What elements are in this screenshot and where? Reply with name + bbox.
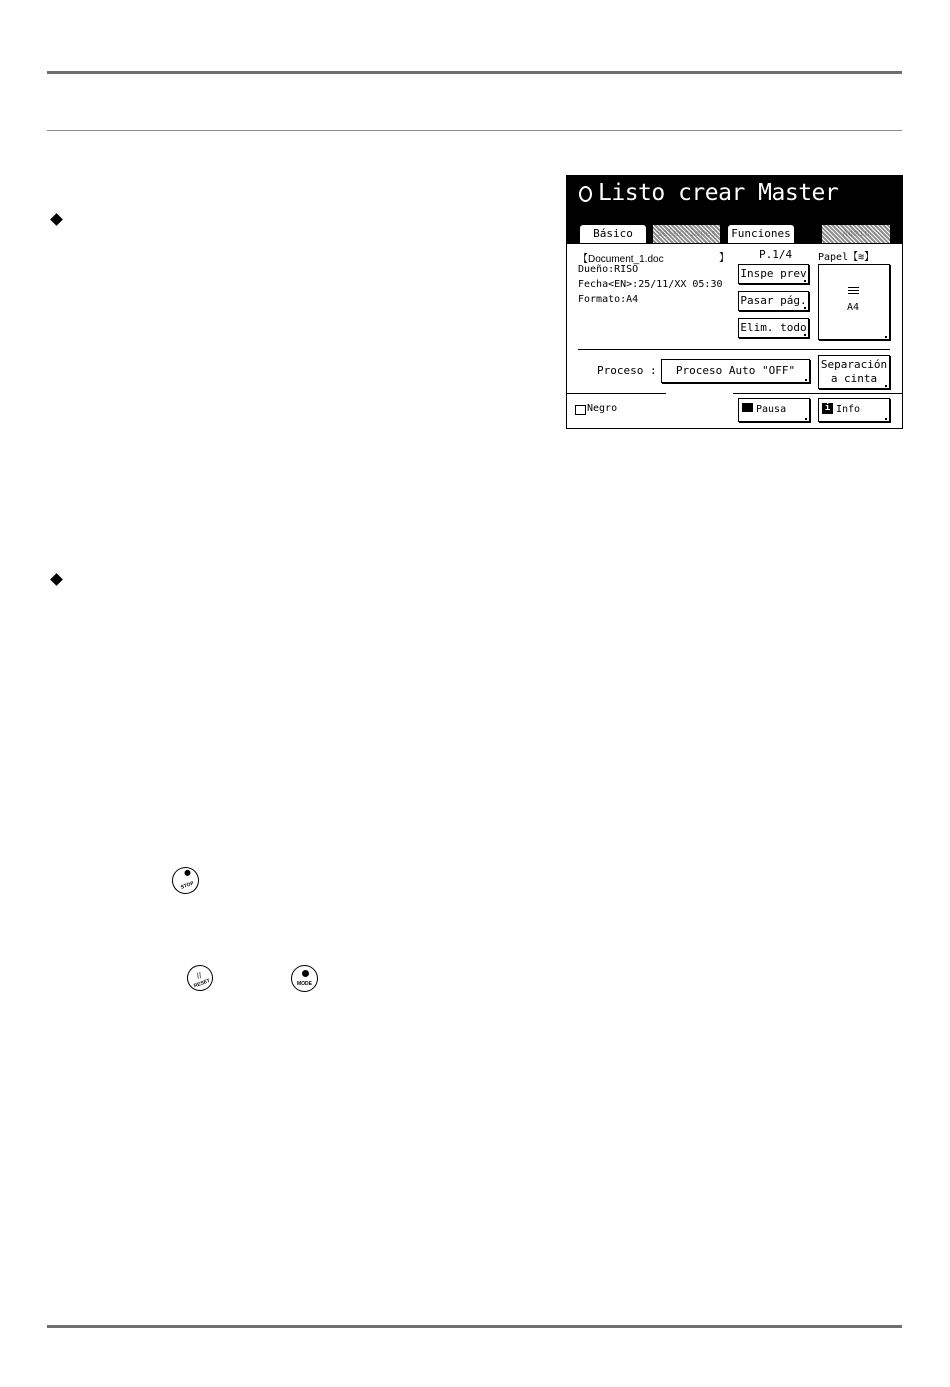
screen-title: Listo crear Master (598, 180, 839, 206)
tab-basico[interactable]: Básico (580, 225, 646, 243)
mode-key-dot (302, 970, 309, 977)
tab-selecciones-label: Selecciones (656, 229, 717, 239)
stop-key-label: STOP (179, 880, 195, 891)
mode-key-icon (291, 965, 318, 992)
preview-button[interactable] (738, 264, 809, 284)
tab-funciones[interactable]: Funciones (728, 225, 794, 243)
ink-color: Negro (587, 403, 618, 414)
paper-select-button[interactable] (818, 264, 890, 340)
tape-separation-button[interactable] (818, 355, 890, 389)
header-divider (47, 130, 902, 131)
bullet-diamond-icon (50, 213, 63, 226)
pause-button-label: Pausa (756, 404, 787, 415)
tab-admin-label: Admin (842, 229, 870, 239)
process-auto-button[interactable] (661, 359, 810, 383)
section-divider (578, 349, 890, 350)
document-format: Formato:A4 (578, 294, 639, 305)
document-date: Fecha<EN>:25/11/XX 05:30 (578, 279, 723, 290)
reset-key-icon (183, 961, 216, 994)
pause-icon (742, 403, 753, 412)
process-label: Proceso : (597, 364, 657, 377)
preview-button-label: Inspe prev (740, 267, 807, 280)
next-page-button[interactable] (738, 291, 809, 311)
reset-key-label: RESET (193, 977, 211, 990)
document-owner: Dueño:RISO (578, 264, 639, 275)
bullet-diamond-icon (50, 573, 63, 586)
touch-panel-screen (566, 175, 903, 429)
mode-key-label: MODE (297, 981, 312, 987)
reset-key-slash: // (195, 970, 203, 981)
next-page-button-label: Pasar pág. (740, 294, 807, 307)
footer-divider-left (567, 393, 666, 394)
tape-separation-line2: a cinta (830, 372, 878, 385)
top-rule (47, 71, 902, 74)
paper-label: Papel【≋】 (818, 252, 875, 263)
process-auto-button-label: Proceso Auto "OFF" (675, 364, 796, 377)
document-name-text: 【Document_1.doc (578, 254, 664, 265)
tab-admin (822, 225, 890, 243)
pause-button[interactable] (738, 398, 810, 422)
bottom-rule (47, 1325, 902, 1328)
footer-divider-right (733, 393, 902, 394)
page-indicator: P.1/4 (759, 248, 793, 261)
ready-status-icon (579, 186, 592, 202)
document-name-close: 】 (719, 253, 729, 264)
document-name (578, 250, 664, 265)
tab-selecciones (653, 225, 720, 243)
paper-size: A4 (847, 302, 860, 313)
delete-all-button[interactable] (738, 318, 809, 338)
info-button-label: Info (836, 404, 861, 415)
info-button[interactable] (818, 398, 890, 422)
ink-drum-icon (575, 405, 586, 415)
info-icon: i (822, 403, 833, 414)
stop-key-dot (184, 869, 192, 877)
delete-all-button-label: Elim. todo (740, 321, 807, 334)
paper-stack-icon (848, 287, 859, 297)
stop-key-icon (168, 863, 203, 898)
screen-header (567, 176, 902, 244)
tape-separation-line1: Separación (820, 358, 888, 371)
